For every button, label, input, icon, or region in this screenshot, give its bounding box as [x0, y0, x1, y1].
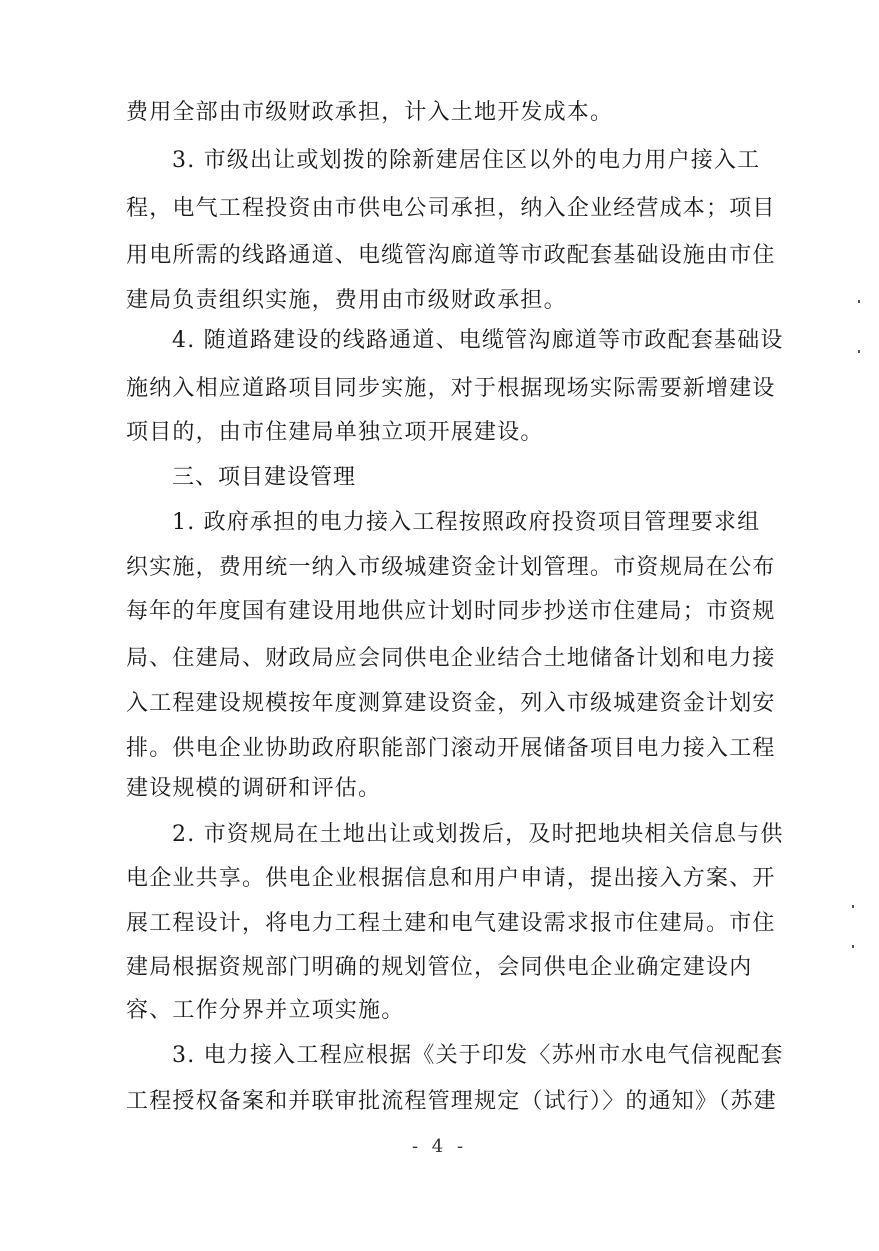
text-line-11: 织实施，费用统一纳入市级城建资金计划管理。市资规局在公布 — [126, 555, 776, 580]
text-line-8: 项目的，由市住建局单独立项开展建设。 — [126, 420, 544, 445]
text-line-5: 建局负责组织实施，费用由市级财政承担。 — [126, 288, 567, 313]
text-line-4: 用电所需的线路通道、电缆管沟廊道等市政配套基础设施由市住 — [126, 243, 776, 268]
text-line-12: 每年的年度国有建设用地供应计划时同步抄送市住建局；市资规 — [126, 599, 776, 624]
text-line-7: 施纳入相应道路项目同步实施，对于根据现场实际需要新增建设 — [126, 376, 776, 401]
text-line-20: 建局根据资规部门明确的规划管位，会同供电企业确定建设内 — [126, 955, 753, 980]
text-line-18: 电企业共享。供电企业根据信息和用户申请，提出接入方案、开 — [126, 866, 776, 891]
page-number: - 4 - — [411, 1136, 468, 1157]
scan-mark — [858, 300, 860, 303]
text-line-2: 3. 市级出让或划拨的除新建居住区以外的电力用户接入工 — [172, 148, 761, 173]
text-line-16: 建设规模的调研和评估。 — [126, 776, 382, 801]
text-line-22: 3. 电力接入工程应根据《关于印发〈苏州市水电气信视配套 — [172, 1043, 784, 1068]
text-line-17: 2. 市资规局在土地出让或划拨后，及时把地块相关信息与供 — [172, 822, 784, 847]
text-line-10: 1. 政府承担的电力接入工程按照政府投资项目管理要求组 — [172, 510, 761, 535]
text-line-3: 程，电气工程投资由市供电公司承担，纳入企业经营成本；项目 — [126, 196, 776, 221]
text-line-21: 容、工作分界并立项实施。 — [126, 998, 405, 1023]
scan-mark — [858, 350, 860, 353]
section-heading: 三、项目建设管理 — [172, 465, 357, 490]
text-line-13: 局、住建局、财政局应会同供电企业结合土地储备计划和电力接 — [126, 646, 776, 671]
text-line-19: 展工程设计，将电力工程土建和电气建设需求报市住建局。市住 — [126, 911, 776, 936]
text-line-6: 4. 随道路建设的线路通道、电缆管沟廊道等市政配套基础设 — [172, 328, 784, 353]
text-line-14: 入工程建设规模按年度测算建设资金，列入市级城建资金计划安 — [126, 691, 776, 716]
text-line-23: 工程授权备案和并联审批流程管理规定（试行）〉的通知》（苏建 — [126, 1089, 777, 1114]
scan-mark — [852, 905, 854, 908]
text-line-15: 排。供电企业协助政府职能部门滚动开展储备项目电力接入工程 — [126, 736, 776, 761]
scan-mark — [852, 945, 854, 948]
text-line-1: 费用全部由市级财政承担，计入土地开发成本。 — [126, 100, 614, 125]
